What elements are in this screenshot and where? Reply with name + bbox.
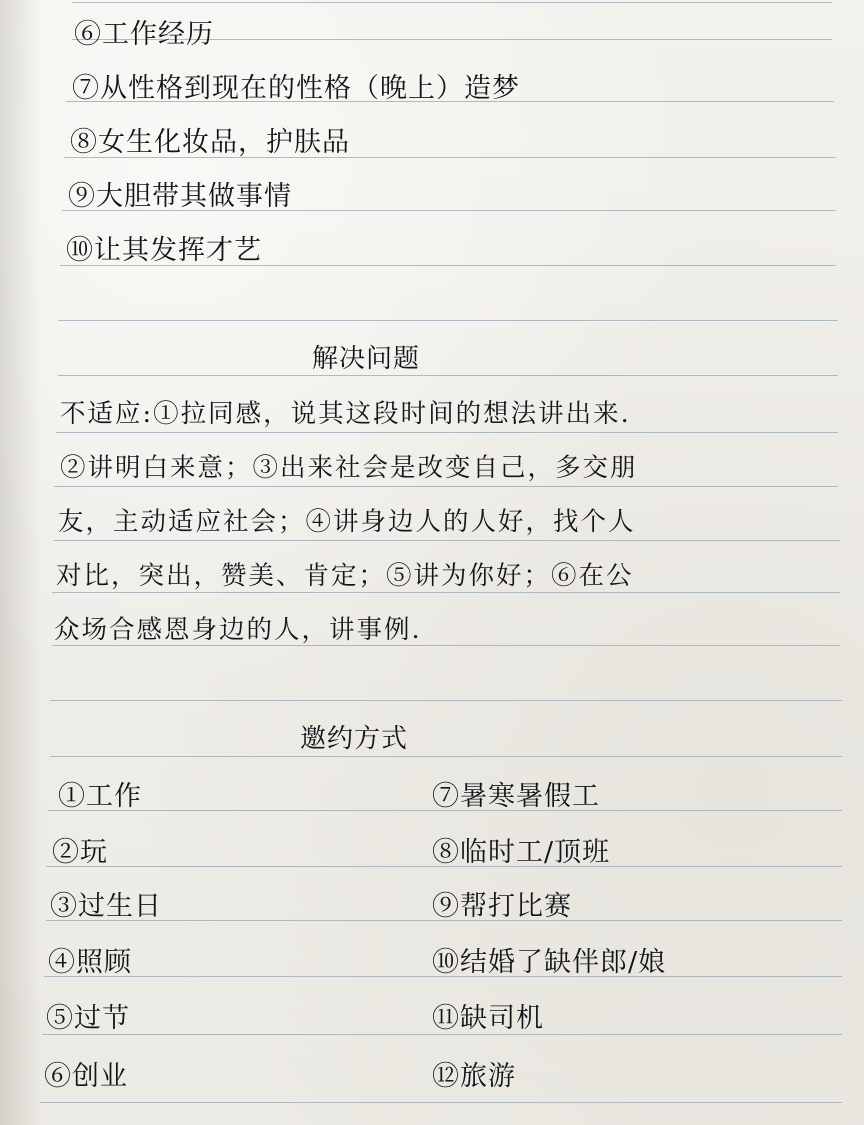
list-item: ⑧女生化妆品，护肤品 <box>70 127 350 158</box>
ruled-line <box>54 540 840 541</box>
invitation-item: ⑫旅游 <box>432 1061 516 1092</box>
invitation-item: ②玩 <box>52 837 108 868</box>
invitation-item: ⑨帮打比赛 <box>432 891 572 922</box>
ruled-line <box>50 700 842 701</box>
invitation-item: ①工作 <box>58 781 142 812</box>
ruled-line <box>72 2 832 3</box>
list-item: ⑥工作经历 <box>74 19 214 50</box>
ruled-line <box>56 432 838 433</box>
ruled-line <box>50 756 842 757</box>
invitation-item: ③过生日 <box>50 891 162 922</box>
invitation-item: ⑦暑寒暑假工 <box>432 781 600 812</box>
paragraph-line: ②讲明白来意；③出来社会是改变自己，多交朋 <box>60 453 638 483</box>
section-title-invitation-methods: 邀约方式 <box>300 724 409 754</box>
ruled-line <box>58 375 838 376</box>
page-edge-shadow <box>0 0 42 1125</box>
invitation-item: ⑧临时工/顶班 <box>432 837 611 868</box>
paragraph-line: 对比，突出，赞美、肯定；⑤讲为你好；⑥在公 <box>56 561 634 591</box>
invitation-item: ⑤过节 <box>46 1003 130 1034</box>
ruled-line <box>40 1102 842 1103</box>
ruled-line <box>58 320 838 321</box>
paragraph-line: 友，主动适应社会；④讲身边人的人好，找个人 <box>58 507 636 537</box>
invitation-item: ⑥创业 <box>44 1061 128 1092</box>
list-item: ⑩让其发挥才艺 <box>66 235 262 266</box>
invitation-item: ④照顾 <box>48 947 132 978</box>
ruled-line <box>54 486 838 487</box>
invitation-item: ⑪缺司机 <box>432 1003 544 1034</box>
paragraph-line: 不适应:①拉同感，说其这段时间的想法讲出来. <box>60 399 631 429</box>
list-item: ⑦从性格到现在的性格（晚上）造梦 <box>72 73 520 104</box>
ruled-line <box>52 592 840 593</box>
list-item: ⑨大胆带其做事情 <box>68 181 292 212</box>
invitation-item: ⑩结婚了缺伴郎/娘 <box>432 947 667 978</box>
section-title-problem-solving: 解决问题 <box>312 344 421 374</box>
paragraph-line: 众场合感恩身边的人，讲事例. <box>54 615 422 645</box>
